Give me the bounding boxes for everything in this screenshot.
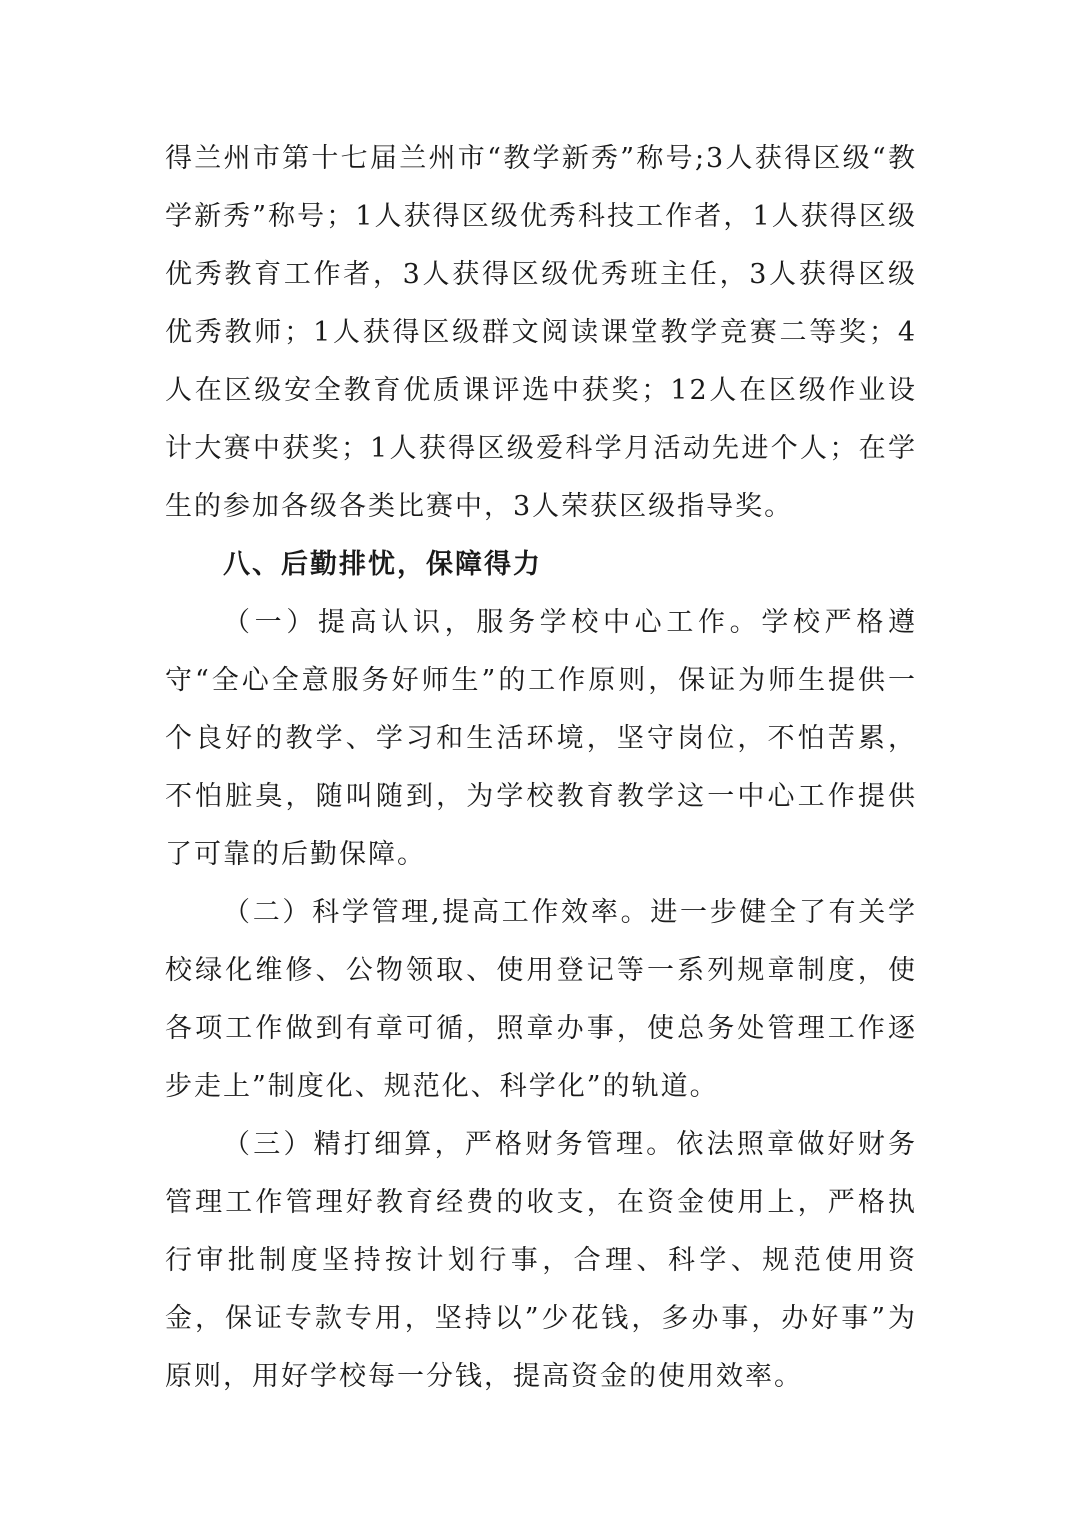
paragraph-logistics-awareness: （一）提高认识，服务学校中心工作。学校严格遵守“全心全意服务好师生”的工作原则，保证为师生提供一个良好的教学、学习和生活环境，坚守岗位，不怕苦累，不怕脏臭，随叫随到，为学校教育教学这一中心工作提供了可靠的后勤保障。 — [165, 607, 917, 870]
section-heading: 八、后勤排忧，保障得力 — [223, 549, 542, 580]
paragraph-continued: 得兰州市第十七届兰州市“教学新秀”称号;3人获得区级“教学新秀”称号；1人获得区级优秀科技工作者，1人获得区级优秀教育工作者，3人获得区级优秀班主任，3人获得区级优秀教师；1人获得区级群文阅读课堂教学竞赛二等奖；4人在区级安全教育优质课评选中获奖；12人在区级作业设计大赛中获奖；1人获得区级爱科学月活动先进个人；在学生的参加各级各类比赛中，3人荣获区级指导奖。 — [165, 143, 917, 522]
paragraph-financial-management: （三）精打细算，严格财务管理。依法照章做好财务管理工作管理好教育经费的收支，在资金使用上，严格执行审批制度坚持按计划行事，合理、科学、规范使用资金，保证专款专用，坚持以”少花钱，多办事，办好事”为原则，用好学校每一分钱，提高资金的使用效率。 — [165, 1129, 917, 1392]
paragraph-scientific-management: （二）科学管理,提高工作效率。进一步健全了有关学校绿化维修、公物领取、使用登记等一系列规章制度，使各项工作做到有章可循，照章办事，使总务处管理工作逐步走上”制度化、规范化、科学化”的轨道。 — [165, 897, 917, 1102]
document-body — [165, 130, 917, 1406]
